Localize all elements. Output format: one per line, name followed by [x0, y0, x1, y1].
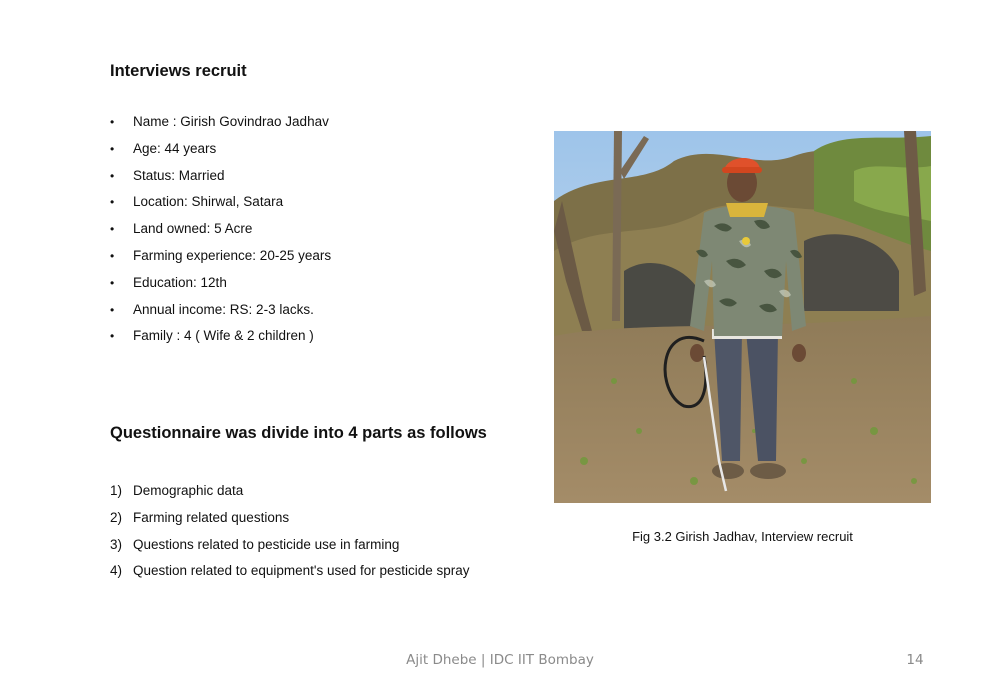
- bullet: •: [110, 195, 115, 210]
- profile-location: Location: Shirwal, Satara: [133, 194, 284, 210]
- list-number: 3): [110, 536, 123, 552]
- list-item: [110, 326, 331, 353]
- list-item: [110, 166, 331, 193]
- part-label: Farming related questions: [133, 509, 290, 525]
- questionnaire-parts-list: [110, 481, 470, 588]
- bullet: •: [110, 141, 115, 156]
- profile-age: Age: 44 years: [133, 140, 217, 156]
- list-item: [110, 139, 331, 166]
- list-item: [110, 561, 470, 588]
- list-number: 4): [110, 563, 123, 579]
- bullet: •: [110, 302, 115, 317]
- list-item: [110, 192, 331, 219]
- list-item: [110, 508, 470, 535]
- profile-name: Name : Girish Govindrao Jadhav: [133, 114, 329, 129]
- bullet: •: [110, 168, 115, 183]
- page-number: 14: [906, 652, 924, 668]
- bullet: •: [110, 115, 115, 129]
- bullet: •: [110, 329, 115, 344]
- part-label: Questions related to pesticide use in farming: [133, 536, 400, 552]
- footer-text: Ajit Dhebe | IDC IIT Bombay: [406, 652, 594, 668]
- list-item: [110, 300, 331, 327]
- profile-family: Family : 4 ( Wife & 2 children ): [133, 328, 314, 344]
- list-number: 1): [110, 483, 123, 498]
- list-number: 2): [110, 509, 123, 525]
- bullet: •: [110, 248, 115, 263]
- bullet: •: [110, 222, 115, 237]
- profile-status: Status: Married: [133, 167, 225, 183]
- list-item: [110, 273, 331, 300]
- bullet: •: [110, 275, 115, 290]
- profile-experience: Farming experience: 20-25 years: [133, 247, 332, 263]
- list-item: [110, 112, 331, 139]
- list-item: [110, 481, 470, 508]
- profile-land: Land owned: 5 Acre: [133, 221, 253, 237]
- profile-education: Education: 12th: [133, 274, 227, 290]
- section-title-interviews: Interviews recruit: [110, 62, 247, 80]
- part-label: Demographic data: [133, 483, 244, 498]
- list-item: [110, 219, 331, 246]
- profile-income: Annual income: RS: 2-3 lacks.: [133, 301, 314, 317]
- figure-caption: Fig 3.2 Girish Jadhav, Interview recruit: [632, 529, 853, 544]
- list-item: [110, 535, 470, 562]
- profile-list: [110, 112, 331, 353]
- list-item: [110, 246, 331, 273]
- interviewee-photo: [554, 131, 931, 503]
- section-title-questionnaire: Questionnaire was divide into 4 parts as follows: [110, 424, 487, 442]
- part-label: Question related to equipment's used for pesticide spray: [133, 563, 470, 579]
